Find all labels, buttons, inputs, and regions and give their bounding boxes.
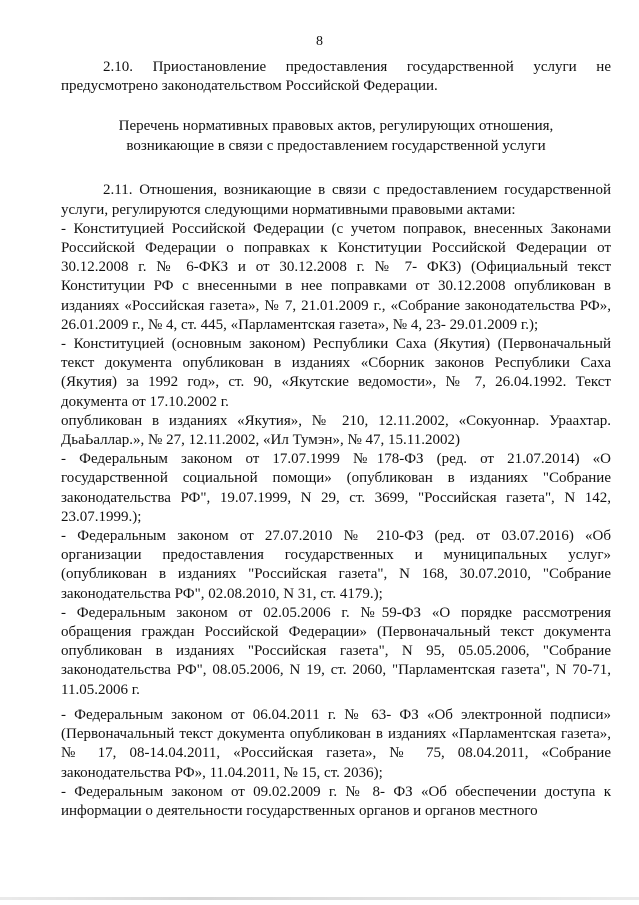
section-heading: [61, 116, 611, 156]
paragraph-2-10: 2.10. Приостановление предоставления государственной услуги не предусмотрено законодательством Российской Федерации.: [61, 59, 611, 95]
page-number: 8: [316, 34, 323, 49]
list-item-fz-178: - Федеральным законом от 17.07.1999 №178-ФЗ (ред. от 21.07.2014) «О государственной социальной помощи» (опубликован в изданиях "Собрание законодательства РФ", 19.07.1999, N 29, ст. 3699, "Российская газета", N 142, 23.07.1999.);: [61, 451, 611, 525]
list-item-fz-63: - Федеральным законом от 06.04.2011 г. № 63- ФЗ «Об электронной подписи» (Первоначальный текст документа опубликован в изданиях «Парламентская газета», № 17, 08-14.04.2011, «Российская газета», № 75, 08.04.2011, «Собрание законодательства РФ», 11.04.2011, № 15, ст. 2036);: [61, 706, 611, 781]
list-item-fz-59: - Федеральным законом от 02.05.2006 г. №59-ФЗ «О порядке рассмотрения обращения граждан Российской Федерации» (Первоначальный текст документа опубликован в изданиях "Российская газета", N 95, 05.05.2006, "Собрание законодательства РФ", 08.05.2006, N 19, ст. 2060, "Парламентская газета", N 70-71, 11.05.2006 г.: [61, 604, 611, 698]
list-item-constitution-rf: - Конституцией Российской Федерации (с учетом поправок, внесенных Законами Российской Федерации о поправках к Конституции Российской Федерации от 30.12.2008 г. № 6-ФКЗ и от 30.12.2008 г. № 7- ФКЗ) (Официальный текст Конституции РФ с внесенными в нее поправками от 30.12.2008 опубликован в изданиях «Российская газета», № 7, 21.01.2009 г., «Собрание законодательства РФ», 26.01.2009 г., № 4, ст. 445, «Парламентская газета», № 4, 23- 29.01.2009 г.);: [61, 220, 611, 333]
paragraph-2-11: 2.11. Отношения, возникающие в связи с предоставлением государственной услуги, регулируются следующими нормативными правовыми актами:: [61, 182, 611, 218]
document-body: [61, 58, 611, 821]
list-item-fz-8: - Федеральным законом от 09.02.2009 г. № 8- ФЗ «Об обеспечении доступа к информации о деятельности государственных органов и органов местного: [61, 783, 611, 819]
scan-edge: [0, 897, 639, 900]
list-item-constitution-yakutia-publication: опубликован в изданиях «Якутия», № 210, 12.11.2002, «Сокуоннар. Ураахтар. ДьаЬаллар.», № 27, 12.11.2002, «Ил Тумэн», № 47, 15.11.2002): [61, 412, 611, 449]
heading-line-1: Перечень нормативных правовых актов, регулирующих отношения,: [118, 118, 554, 135]
list-item-fz-210: - Федеральным законом от 27.07.2010 № 210-ФЗ (ред. от 03.07.2016) «Об организации предоставления государственных и муниципальных услуг» (опубликован в изданиях "Российская газета", N 168, 30.07.2010, "Собрание законодательства РФ", 02.08.2010, N 31, ст. 4179.);: [61, 528, 611, 602]
heading-line-2: возникающие в связи с предоставлением государственной услуги: [126, 138, 546, 155]
list-item-constitution-yakutia: - Конституцией (основным законом) Республики Саха (Якутия) (Первоначальный текст документа опубликован в изданиях «Сборник законов Республики Саха (Якутия) за 1992 год», ст. 90, «Якутские ведомости», № 7, 26.04.1992. Текст документа от 17.10.2002 г.: [61, 336, 611, 410]
